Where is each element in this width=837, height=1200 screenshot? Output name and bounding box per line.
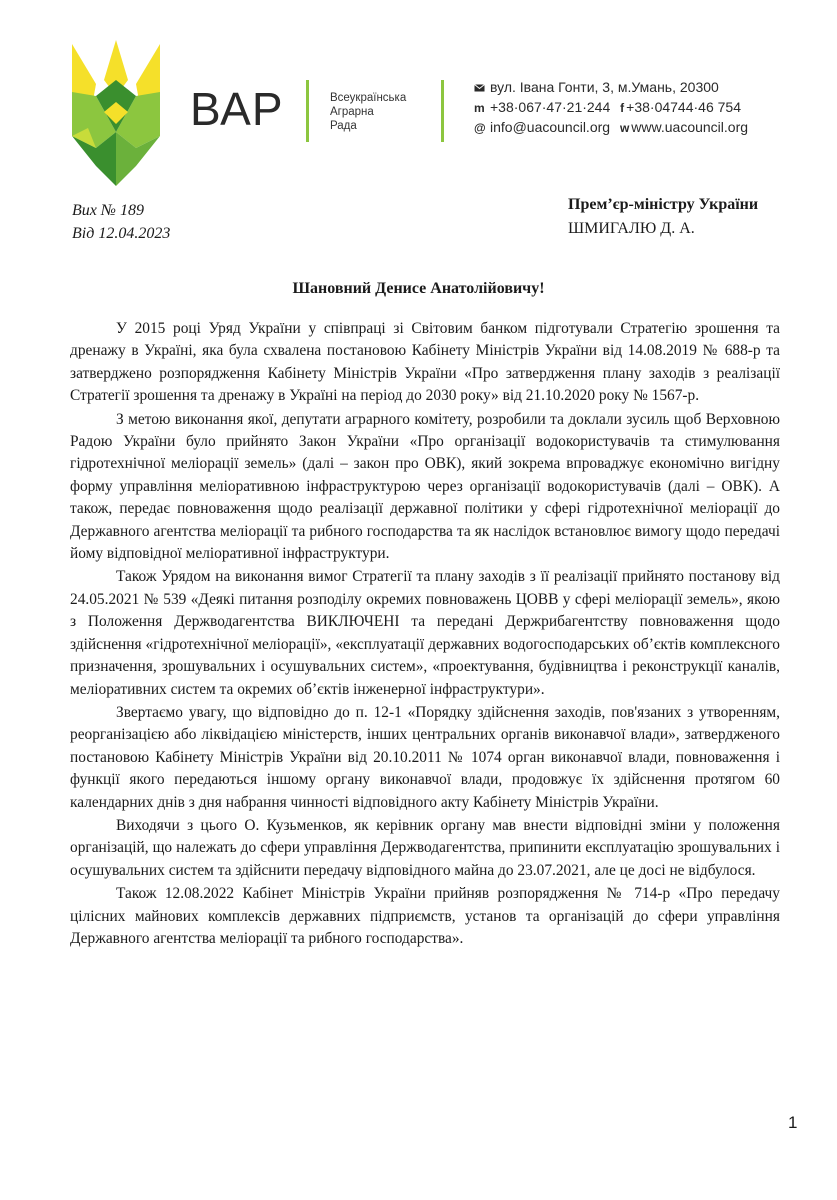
paragraph: Виходячи з цього О. Кузьменков, як керівник органу мав внести відповідні зміни у положення організацій, що належать до сфери управління Держводагентства, припинити експлуатацію зрошувальних і осушувальних систем та здійснити передачу відповідного майна до 23.07.2021, але це досі не відбулося.: [70, 816, 780, 879]
page-number: 1: [788, 1113, 798, 1132]
outgoing-reference: [72, 199, 170, 245]
council-logo: [68, 36, 164, 188]
addressee-block: [568, 193, 758, 241]
addressee-name: ШМИГАЛЮ Д. А.: [568, 220, 695, 237]
fax-icon: f: [620, 101, 625, 115]
phone-row: [474, 98, 748, 118]
outgoing-number: Вих № 189: [72, 202, 144, 219]
paragraph: З метою виконання якої, депутати аграрного комітету, розробили та доклали зусиль щоб Верховною Радою України було прийнято Закон України «Про організації водокористувачів та стимулювання гідротехнічної меліорації земель» (далі – закон про ОВК), який зокрема впроваджує економічно вигідну форму управління меліоративною інфраструктурою через організації водокористувачів (далі – ОВК). А також, передає повноваження щодо реалізації державної політики у сфері гідротехнічної меліорації до Державного агентства меліорації та рибного господарства та як наслідок встановлює вимогу щодо передачі йому відповідної меліоративної інфраструктури.: [70, 410, 780, 563]
divider-line: [306, 80, 309, 142]
address-row: вул. Івана Гонти, 3, м.Умань, 20300: [474, 78, 748, 98]
web-icon: w: [619, 121, 630, 135]
paragraph: Також 12.08.2022 Кабінет Міністрів України прийняв розпорядження № 714-р «Про передачу цілісних майнових комплексів державних підприємств, установ та організацій до сфери управління Державного агентства меліорації та рибного господарства».: [70, 885, 780, 947]
at-icon: @: [474, 121, 486, 135]
paragraph: У 2015 році Уряд України у співпраці зі Світовим банком підготували Стратегію зрошення та дренажу в Україні, яка була схвалена постановою Кабінету Міністрів України від 14.08.2019 № 688-р та затверджено розпорядження Кабінету Міністрів України «Про затвердження плану заходів з реалізації Стратегії зрошення та дренажу в Україні на період до 2030 року» від 21.10.2020 року № 1567-р.: [70, 320, 780, 405]
organization-name: Всеукраїнська Аграрна Рада: [330, 92, 407, 132]
salutation: Шановний Денисе Анатолійовичу!: [292, 280, 545, 297]
contact-block: [474, 78, 748, 138]
email-row: [474, 118, 748, 138]
letter-body: [70, 318, 780, 951]
outgoing-date: Від 12.04.2023: [72, 225, 171, 242]
website-link[interactable]: www.uacouncil.org: [631, 119, 749, 135]
paragraph: Звертаємо увагу, що відповідно до п. 12-1 «Порядку здійснення заходів, пов'язаних з утворенням, реорганізацією або ліквідацією міністерств, інших центральних органів виконавчої влади», затвердженого постановою Кабінету Міністрів України від 20.10.2011 № 1074 орган виконавчої влади, повноваження і функції якого передаються іншому органу виконавчої влади, продовжує їх здійснення протягом 60 календарних днів з дня набрання чинності відповідного акту Кабінету Міністрів України.: [70, 703, 780, 811]
divider-line: [441, 80, 444, 142]
fax-number[interactable]: +38·04744·46 754: [626, 99, 741, 115]
envelope-icon: [474, 79, 490, 98]
phone-icon: m: [474, 101, 485, 115]
brand-name: ВАР: [190, 83, 284, 135]
phone-number[interactable]: +38·067·47·21·244: [490, 99, 611, 115]
email-link[interactable]: info@uacouncil.org: [490, 119, 611, 135]
addressee-position: Прем’єр-міністру України: [568, 196, 759, 213]
paragraph: Також Урядом на виконання вимог Стратегії та плану заходів з її реалізації прийнято постанову від 24.05.2021 № 539 «Деякі питання розподілу окремих повноважень ЦОВВ у сфері меліорації земель», якою з Положення Держводагентства ВИКЛЮЧЕНІ та передані Держрибагентству повноваження щодо здійснення «гідротехнічної меліорації», «експлуатації державних водогосподарських об’єктів комплексного призначення, зрошувальних і осушувальних систем», «проектування, будівництва і реконструкції каналів, меліоративних систем та окремих об’єктів інженерної інфраструктури».: [70, 568, 780, 698]
